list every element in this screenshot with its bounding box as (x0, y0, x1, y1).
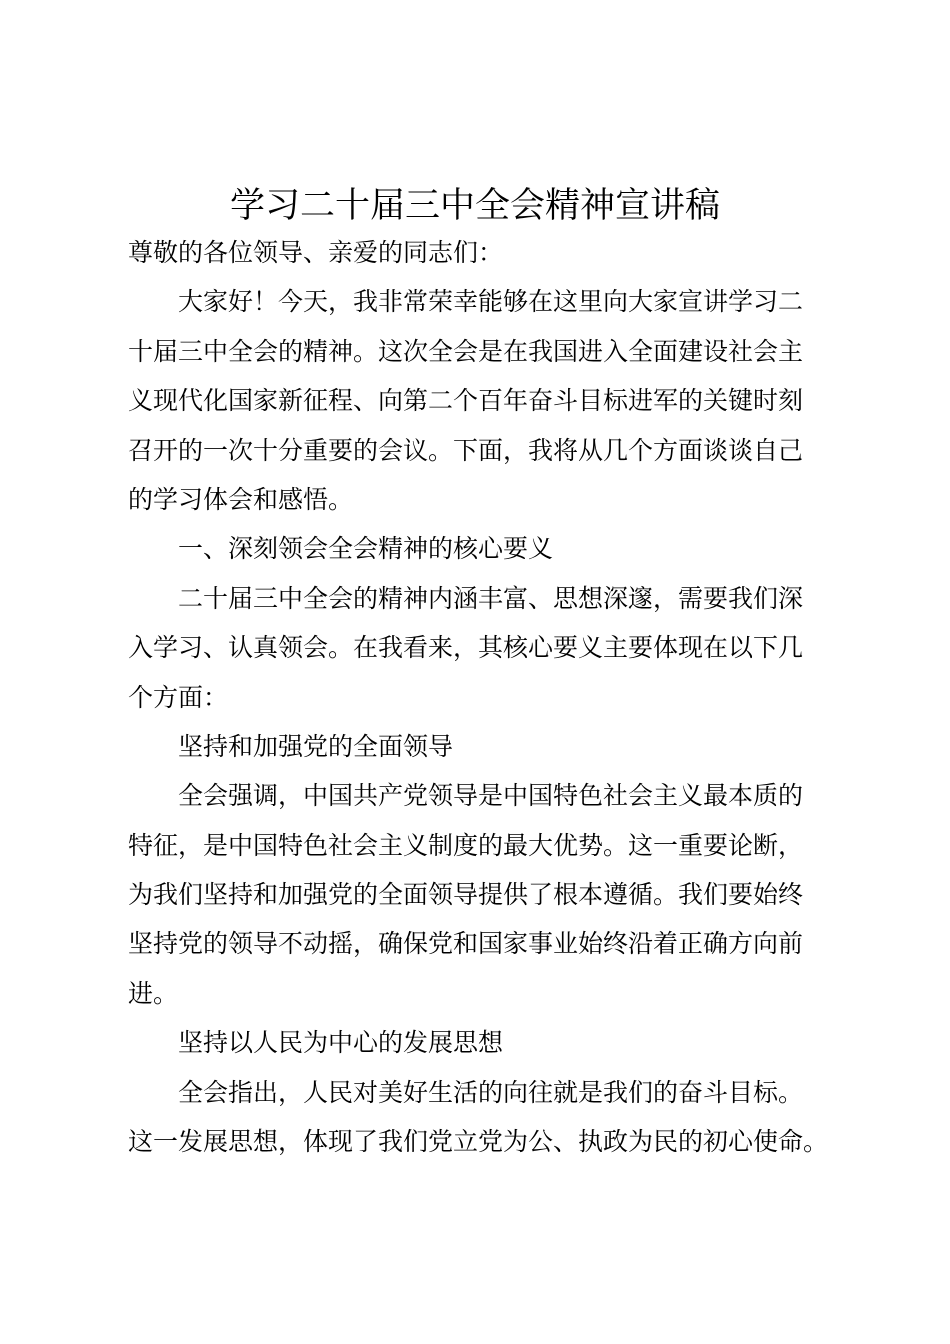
paragraph-line: 这一发展思想，体现了我们党立党为公、执政为民的初心使命。 (128, 1127, 829, 1157)
paragraph-line: 个方面： (128, 682, 229, 712)
document-body (128, 228, 838, 1166)
page-title: 学习二十届三中全会精神宣讲稿 (229, 186, 720, 226)
paragraph-line: 全会指出，人民对美好生活的向往就是我们的奋斗目标。 (178, 1077, 804, 1107)
paragraph-line: 为我们坚持和加强党的全面领导提供了根本遵循。我们要始终 (128, 880, 804, 910)
subsection-heading: 坚持以人民为中心的发展思想 (178, 1028, 504, 1058)
paragraph-line: 义现代化国家新征程、向第二个百年奋斗目标进军的关键时刻 (128, 386, 804, 416)
paragraph-line: 全会强调，中国共产党领导是中国特色社会主义最本质的 (178, 781, 804, 811)
paragraph-line: 召开的一次十分重要的会议。下面，我将从几个方面谈谈自己 (128, 435, 804, 465)
paragraph-line: 大家好！今天，我非常荣幸能够在这里向大家宣讲学习二 (178, 287, 804, 317)
section-heading: 一、深刻领会全会精神的核心要义 (178, 534, 554, 564)
paragraph-line: 的学习体会和感悟。 (128, 484, 354, 514)
paragraph-line: 特征，是中国特色社会主义制度的最大优势。这一重要论断， (128, 830, 804, 860)
paragraph-line: 十届三中全会的精神。这次全会是在我国进入全面建设社会主 (128, 336, 804, 366)
salutation-line: 尊敬的各位领导、亲爱的同志们： (128, 238, 504, 267)
paragraph-line: 二十届三中全会的精神内涵丰富、思想深邃，需要我们深 (178, 583, 804, 613)
paragraph-line: 入学习、认真领会。在我看来，其核心要义主要体现在以下几 (128, 633, 804, 663)
paragraph-line: 进。 (128, 978, 179, 1008)
subsection-heading: 坚持和加强党的全面领导 (178, 731, 454, 761)
paragraph-line: 坚持党的领导不动摇，确保党和国家事业始终沿着正确方向前 (128, 929, 804, 959)
